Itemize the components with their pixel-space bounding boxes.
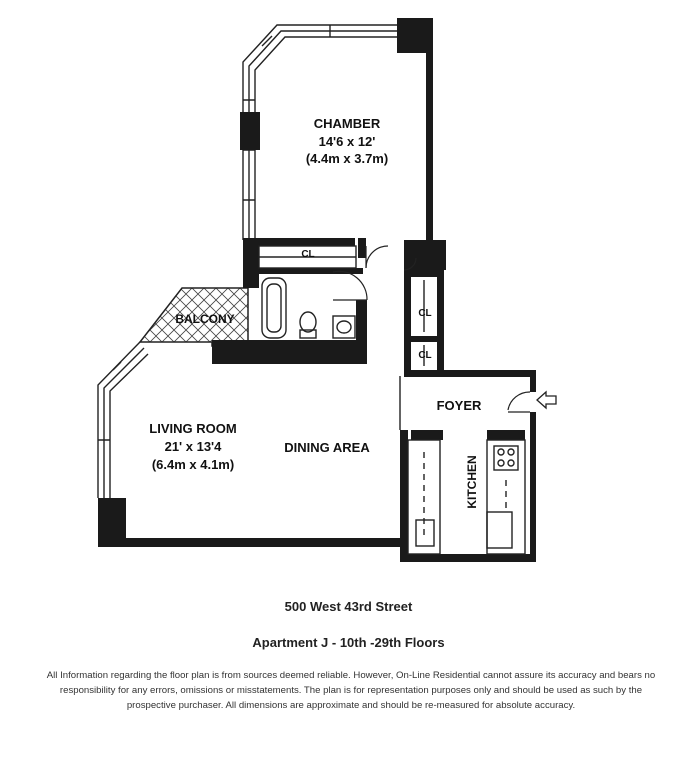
apartment-title: Apartment J - 10th -29th Floors: [252, 635, 445, 650]
outlines: [259, 246, 525, 554]
living-room-dimensions-ft: 21' x 13'4: [164, 439, 222, 454]
chamber-windows: [243, 25, 397, 240]
chamber-name: CHAMBER: [313, 116, 381, 131]
living-room-dimensions-m: (6.4m x 4.1m): [151, 457, 235, 472]
chamber-dimensions-m: (4.4m x 3.7m): [305, 151, 389, 166]
closet-chamber-label: CL: [301, 249, 315, 260]
entry-arrow-icon: [537, 392, 556, 408]
disclaimer: All Information regarding the floor plan is from sources deemed reliable. However, On-Line Residential cannot assure its accuracy and bears no responsibility for any errors, omissions or misstatements. The plan is for representation purposes only and should be used as such by the prospective purchaser. All dimensions are approximate and should be re-measured for absolute accuracy.: [46, 670, 656, 711]
chamber-dimensions-ft: 14'6 x 12': [318, 134, 376, 149]
living-room-name: LIVING ROOM: [149, 421, 237, 436]
foyer-label: FOYER: [436, 398, 482, 413]
address: 500 West 43rd Street: [284, 599, 413, 614]
closet-lower-label: CL: [418, 350, 432, 361]
balcony-label: BALCONY: [175, 312, 235, 326]
kitchen-label: KITCHEN: [465, 455, 479, 509]
living-room-windows: [98, 342, 148, 498]
closet-upper-label: CL: [418, 308, 432, 319]
dining-area-label: DINING AREA: [284, 440, 370, 455]
